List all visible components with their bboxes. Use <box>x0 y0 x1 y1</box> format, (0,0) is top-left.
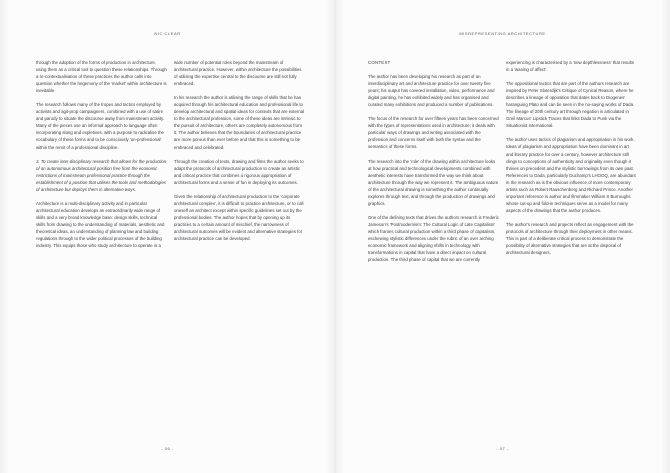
right-page-columns <box>368 59 641 270</box>
paragraph: through the adoption of the forms of production in architecture, using them as a critical tool to question these relationships. Through a re-contextualisation of these practices the author calls into question whether the hegemony of the 'market' within architecture is inevitable. <box>36 60 167 94</box>
running-head-left: NIC CLEAR <box>154 31 181 36</box>
paragraph: Architecture is a multi-disciplinary activity and in particular architectural education develops an extraordinarily wide range of skills and a very broad knowledge base: design skills, technical skills from drawing to the understanding of materials, aesthetic and theoretical ideas, an understanding of planning law and building regulations through to the wider political processes of the building industry. This equips those who study architecture to operate in a <box>36 200 165 249</box>
page-edge-shadow-right <box>661 0 670 473</box>
page-edge-shadow-left <box>0 0 9 473</box>
left-page-columns <box>36 59 305 256</box>
paragraph-italic: 3. To create inter-disciplinary research that allows for the production of an autonomous architectural position free from the economic restrictions of mainstream professional practice through the establishment of a position that utilises the tools and methodologies of architecture but deploys them in alternative ways. <box>36 158 167 192</box>
paragraph: wide number of potential roles beyond the mainstream of architectural practice. However, within architecture the possibilities of utilising the expertise central to the discourse are still not fully embraced. <box>174 60 302 87</box>
paragraph: Through the creation of texts, drawing and films the author seeks to adapt the protocols of architectural production to create an artistic and critical practice that combines a rigorous appropriation of architectural forms and a sense of fun in deploying its outcomes. <box>174 158 304 185</box>
paragraph: Given the relationship of architectural production to the 'corporate architectural complex', it is difficult to practice architecture, or to call oneself an architect except within specific guidelines set out by the professional bodies. The author hopes that by opening up its practices to a certain amount of mischief, the narrowness of architectural outcomes will be evident and alternative strategies for architectural practice can be developed. <box>174 193 304 242</box>
paragraph: One of the defining texts that drives the authors research is Frederic Jameson's 'Postmodernism: The Cultural Logic of Late Capitalism' which frames cultural production within a third phase of capitalism, eschewing stylistic differences under the rubric of an over arching economic framework and aligning shifts in technology with transformations in capital that have a direct impact on cultural production. The third phase of capital that we are currently <box>368 214 499 263</box>
column-4 <box>506 59 637 270</box>
column-3 <box>368 59 499 270</box>
paragraph: The research into the 'role' of the drawing within architecture looks at how practical and technological developments combined with aesthetic interests have transformed the way we think about architecture through the way we represent it. The ambiguous nature of the architectural drawing is something the author continually explores through text, and through the production of drawings and graphics. <box>368 158 499 206</box>
paragraph: The oppositional tactics that are part of the authors research are inspired by Peter Sloterdijk's Critique of Cynical Reason, where he describes a lineage of opposition that dates back to Diogenes' haranguing Plato and can be seen in the no-saying works of Dada. The lineage of 20th century art through negation is articulated in Greil Marcus' Lipstick Traces that links Dada to Punk via the Situationist International. <box>506 81 635 129</box>
right-page <box>335 0 670 473</box>
paragraph: The author has been developing his research as part of an interdisciplinary art and architecture practice for over twenty five years; his output has covered installation, video, performance and digital painting, he has exhibited widely and has organised and curated many exhibitions and produced a number of publications. <box>368 74 495 108</box>
paragraph: In his research the author is utilising the range of skills that he has acquired through his architectural education and professional life to develop architectural and spatial ideas for contexts that are external to the architectural profession, some of these ideas are intrinsic to the pursuit of architecture, others are completely autonomous from it. The author believes that the boundaries of architectural practice are more porous than ever before and that this is something to be embraced and celebrated. <box>174 95 305 150</box>
running-head-right: MISREPRESENTING ARCHITECTURE <box>459 31 546 36</box>
paragraph: The focus of the research for over fifteen years has been concerned with the types of representations used in architecture; it deals with particular ways of drawings and writing associated with the profession and concerns itself with both the syntax and the semantics of these forms. <box>368 116 499 150</box>
folio-left: - 06 - <box>161 446 174 451</box>
paragraph: The research follows many of the tropes and tactics employed by activists and agit-prop campaigners, combined with a use of satire and parody to situate the discourse away from mainstream activity. Many of the pieces use an informal approach to language often incorporating slang and expletives, with a purpose to radicalise the vocabulary of these forms and to be consciously 'un-professional' within the remit of a professional discipline. <box>36 102 165 150</box>
column-2 <box>174 59 305 256</box>
folio-right: - 07 - <box>496 446 509 451</box>
paragraph: References to Dada, particularly Duchamp's LHOOQ, are abundant in the research as is the obvious influence of more contemporary artists such as Robert Rauschenberg and Richard Prince. Another important reference is author and filmmaker William S Burroughs whose cut-up and fold-in techniques serve as a model for many aspects of the drawings that the author produces. <box>506 172 636 213</box>
paragraph: The author's research and projects reflect an engagement with the protocols of architecture through their deployment in other means. This is part of a deliberate critical process to demonstrate the possibility of alternative strategies that are at the disposal of architectural designers. <box>506 221 634 256</box>
section-label-context: CONTEXT <box>368 60 391 65</box>
paragraph: The author uses tactics of plagiarism and appropriation in his work. Ideas of plagiarism and appropriation have been dominant in art and literary practice for over a century, however architecture still clings to conceptions of authenticity and originality even though it thrives on precedent and the stylistic borrowings from its own past. <box>506 137 635 171</box>
column-1 <box>36 59 167 256</box>
paragraph: experiencing is characterised by a 'new depthlessness' that results in a 'waning of affect'. <box>506 60 634 73</box>
